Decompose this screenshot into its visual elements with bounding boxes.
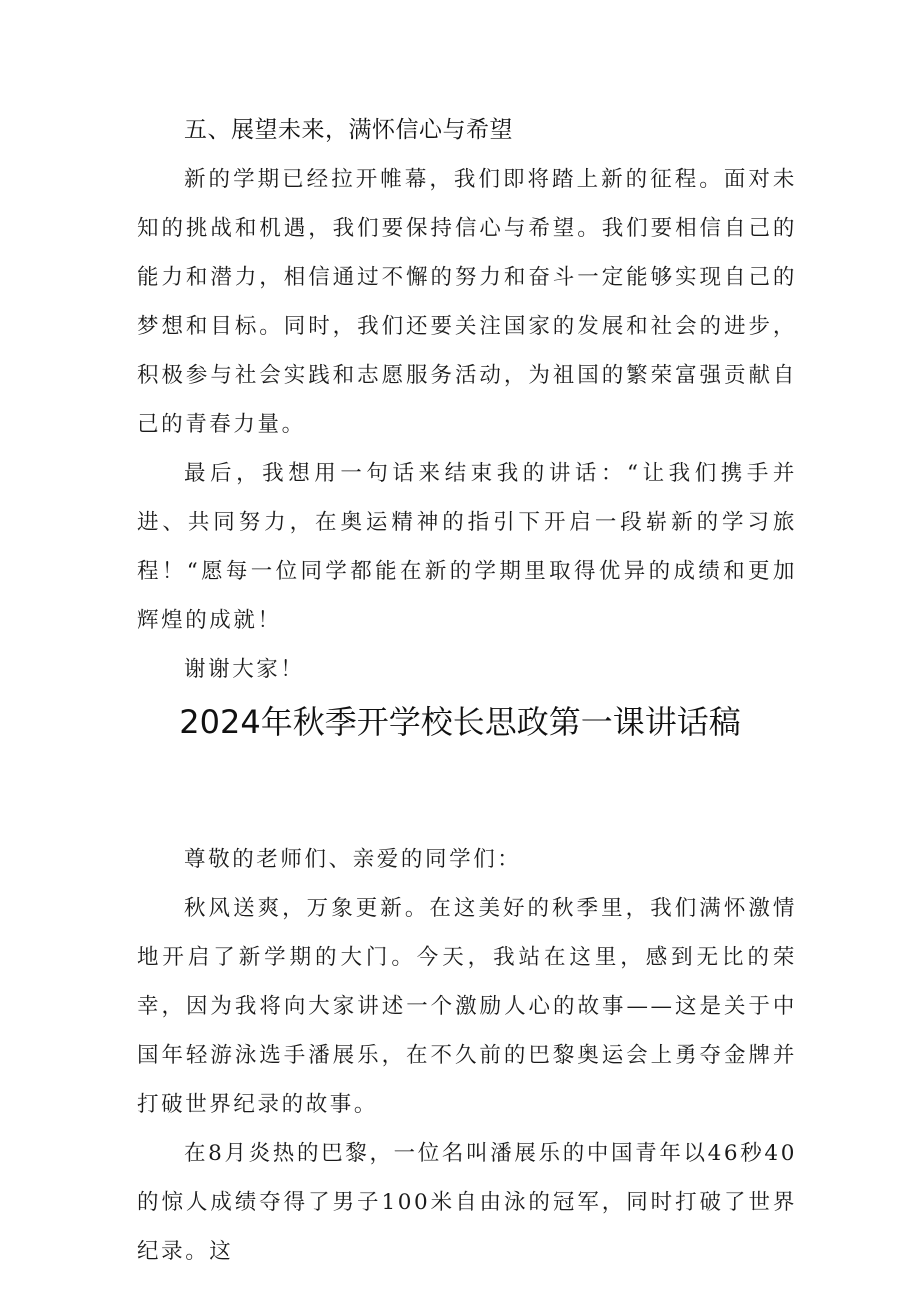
- paragraph-outlook: 新的学期已经拉开帷幕，我们即将踏上新的征程。面对未知的挑战和机遇，我们要保持信心与希望。我们要相信自己的能力和潜力，相信通过不懈的努力和奋斗一定能够实现自己的梦想和目标。同时，我们还要关注国家的发展和社会的进步，积极参与社会实践和志愿服务活动，为祖国的繁荣富强贡献自己的青春力量。: [137, 167, 797, 437]
- paragraph-closing-quote: 最后，我想用一句话来结束我的讲话：“让我们携手并进、共同努力，在奥运精神的指引下开启一段崭新的学习旅程！“愿每一位同学都能在新的学期里取得优异的成绩和更加辉煌的成就！: [137, 461, 797, 633]
- paragraph-thanks: 谢谢大家！: [184, 657, 305, 682]
- paragraph-intro: 秋风送爽，万象更新。在这美好的秋季里，我们满怀激情地开启了新学期的大门。今天，我站在这里，感到无比的荣幸，因为我将向大家讲述一个激励人心的故事——这是关于中国年轻游泳选手潘展乐，在不久前的巴黎奥运会上勇夺金牌并打破世界纪录的故事。: [137, 896, 797, 1117]
- document-title: 2024年秋季开学校长思政第一课讲话稿: [179, 703, 741, 741]
- document-body: [137, 835, 797, 1276]
- paragraph-paris-story: 在8月炎热的巴黎，一位名叫潘展乐的中国青年以46秒40的惊人成绩夺得了男子100米自由泳的冠军，同时打破了世界纪录。这: [137, 1141, 797, 1264]
- paragraph-salutation: 尊敬的老师们、亲爱的同学们：: [184, 847, 522, 872]
- section-heading: 五、展望未来，满怀信心与希望: [184, 117, 513, 143]
- section-body: [137, 155, 797, 694]
